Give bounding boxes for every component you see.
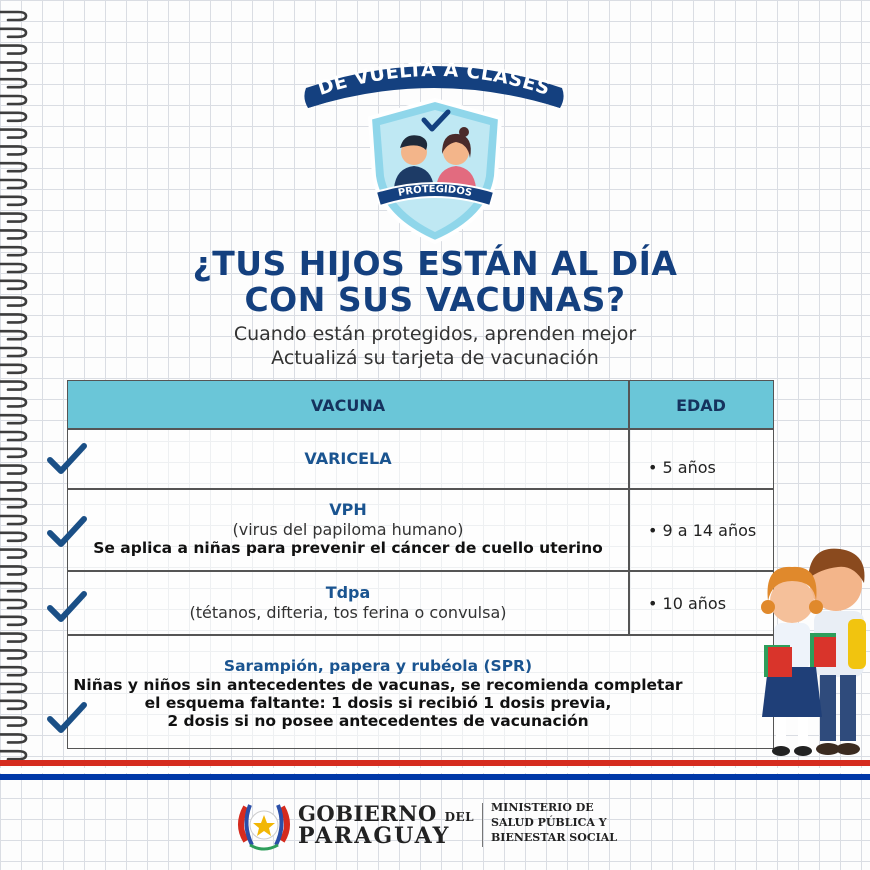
spiral-ring <box>0 466 26 474</box>
row-divider <box>68 488 773 490</box>
spiral-ring <box>0 29 26 37</box>
age-cell: • 9 a 14 años <box>648 521 757 540</box>
spiral-ring <box>0 398 26 406</box>
vaccine-note-line: 2 dosis si no posee antecedentes de vacunación <box>167 712 589 730</box>
spiral-ring <box>0 499 26 507</box>
paraguay-text: PARAGUAY <box>298 823 451 849</box>
headline-line-2: CON SUS VACUNAS? <box>244 280 626 319</box>
spiral-ring <box>0 432 26 440</box>
spiral-ring <box>0 667 26 675</box>
spiral-ring <box>0 230 26 238</box>
spiral-ring <box>0 382 26 390</box>
vaccine-name: VARICELA <box>304 449 392 468</box>
table-row <box>68 583 628 622</box>
headline <box>0 246 870 318</box>
vaccine-note-line: el esquema faltante: 1 dosis si recibió 1 dosis previa, <box>144 694 612 712</box>
spiral-ring <box>0 718 26 726</box>
spiral-ring <box>0 533 26 541</box>
vaccine-note-line: Niñas y niños sin antecedentes de vacunas, se recomienda completar <box>73 676 683 694</box>
age-cell: • 5 años <box>648 458 716 477</box>
spiral-ring <box>0 214 26 222</box>
spiral-ring <box>0 617 26 625</box>
column-header-vacuna: VACUNA <box>68 381 628 429</box>
spiral-ring <box>0 62 26 70</box>
government-logo <box>236 799 636 853</box>
spiral-ring <box>0 180 26 188</box>
ministerio-line: SALUD PÚBLICA Y <box>491 816 607 829</box>
laurel-emblem-icon <box>236 799 292 853</box>
spiral-ring <box>0 12 26 20</box>
spiral-ring <box>0 734 26 742</box>
spiral-ring <box>0 113 26 121</box>
spiral-ring <box>0 449 26 457</box>
vaccine-name: VPH <box>329 500 367 519</box>
age-value: 10 años <box>662 594 727 613</box>
spiral-ring <box>0 701 26 709</box>
subtitle-line-2: Actualizá su tarjeta de vacunación <box>271 347 599 369</box>
ministerio-line: MINISTERIO DE <box>491 801 594 814</box>
spiral-ring <box>0 516 26 524</box>
flag-stripes <box>0 760 870 782</box>
headline-line-1: ¿TUS HIJOS ESTÁN AL DÍA <box>192 244 678 283</box>
spiral-ring <box>0 96 26 104</box>
spiral-ring <box>0 130 26 138</box>
check-icon <box>46 442 88 476</box>
badge-label: PROTEGIDOS <box>397 183 473 199</box>
row-divider <box>68 428 773 430</box>
gobierno-word: GOBIERNO <box>298 801 437 826</box>
vaccine-table <box>67 380 774 749</box>
column-divider <box>628 381 630 635</box>
vaccine-detail: (virus del papiloma humano) <box>232 520 464 539</box>
spiral-ring <box>0 550 26 558</box>
spiral-ring <box>0 684 26 692</box>
vaccine-detail: (tétanos, difteria, tos ferina o convulsa) <box>189 603 507 622</box>
table-row <box>68 500 628 557</box>
spiral-ring <box>0 79 26 87</box>
check-icon <box>46 590 88 624</box>
row-divider <box>68 634 773 636</box>
students-illustration <box>748 535 870 763</box>
spiral-ring <box>0 600 26 608</box>
table-row <box>58 656 698 730</box>
banner-title: DE VUELTA A CLASES <box>315 58 553 100</box>
row-divider <box>68 570 773 572</box>
spiral-ring <box>0 197 26 205</box>
vaccine-name: Sarampión, papera y rubéola (SPR) <box>223 657 533 675</box>
spiral-ring <box>0 751 26 759</box>
column-header-edad: EDAD <box>629 381 773 429</box>
age-value: 5 años <box>662 458 716 477</box>
spiral-ring <box>0 650 26 658</box>
table-row <box>68 449 628 469</box>
check-icon <box>46 515 88 549</box>
del-word: DEL <box>444 810 475 824</box>
vaccine-name: Tdpa <box>325 583 371 602</box>
ministerio-line: BIENESTAR SOCIAL <box>491 831 617 844</box>
spiral-ring <box>0 415 26 423</box>
spiral-binding <box>0 0 40 760</box>
check-icon <box>46 701 88 735</box>
subtitle <box>0 322 870 370</box>
spiral-ring <box>0 46 26 54</box>
spiral-ring <box>0 583 26 591</box>
spiral-ring <box>0 634 26 642</box>
spiral-ring <box>0 146 26 154</box>
vaccine-note: Se aplica a niñas para prevenir el cáncer de cuello uterino <box>93 539 603 557</box>
age-cell: • 10 años <box>648 594 727 613</box>
subtitle-line-1: Cuando están protegidos, aprenden mejor <box>233 323 637 345</box>
age-value: 9 a 14 años <box>662 521 757 540</box>
logo-divider <box>482 803 483 847</box>
spiral-ring <box>0 566 26 574</box>
spiral-ring <box>0 163 26 171</box>
protegidos-shield <box>364 96 506 246</box>
spiral-ring <box>0 482 26 490</box>
